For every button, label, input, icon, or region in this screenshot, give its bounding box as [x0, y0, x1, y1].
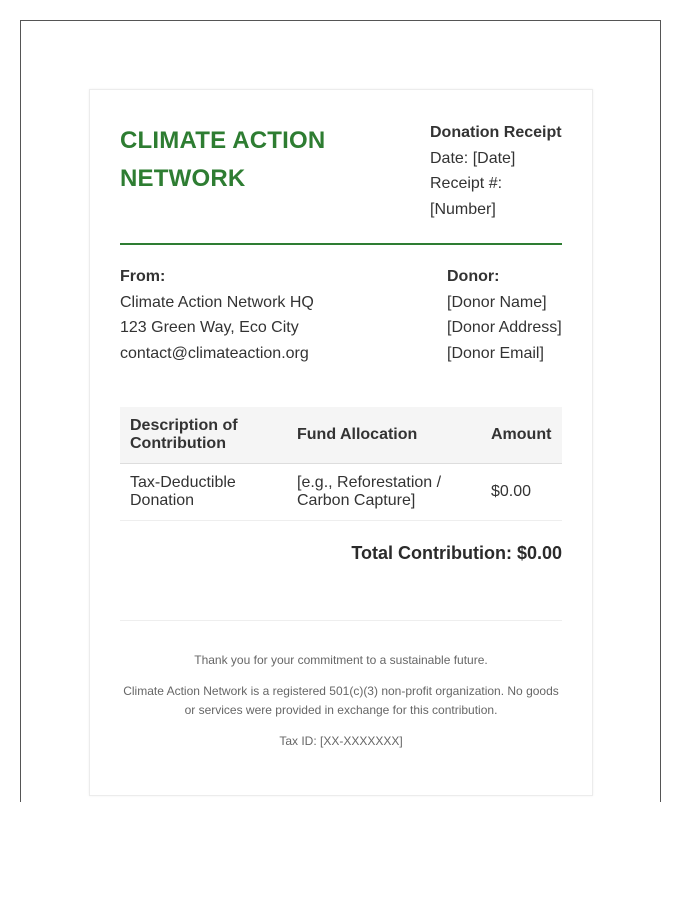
header-description-line2: Contribution: [130, 434, 226, 452]
donor-name: [Donor Name]: [447, 293, 547, 311]
total-contribution: Total Contribution: $0.00: [351, 543, 562, 563]
parties-section: [120, 264, 562, 364]
donor-block: [447, 264, 562, 366]
donor-email: [Donor Email]: [447, 344, 544, 362]
receipt-header: [120, 120, 562, 245]
receipt-date: Date: [Date]: [430, 149, 516, 167]
from-name: Climate Action Network HQ: [120, 293, 314, 311]
row-description-line2: Donation: [130, 491, 195, 509]
receipt-card: [89, 89, 593, 796]
donor-address: [Donor Address]: [447, 319, 562, 336]
receipt-meta: [430, 120, 570, 222]
footer-divider: [120, 620, 562, 621]
from-address: 123 Green Way, Eco City: [120, 319, 299, 336]
row-description: [120, 463, 287, 520]
from-title: From:: [120, 268, 166, 285]
donor-title: Donor:: [447, 268, 500, 285]
contribution-table: [120, 407, 562, 521]
row-fund-allocation: [287, 463, 481, 520]
from-block: [120, 264, 314, 366]
row-amount: $0.00: [481, 463, 562, 520]
footer-tax-id: Tax ID: [XX-XXXXXXX]: [279, 733, 403, 748]
header-amount: Amount: [481, 407, 562, 463]
receipt-number-label: Receipt #:: [430, 175, 503, 192]
header-fund-allocation: Fund Allocation: [287, 407, 481, 463]
table-row: [120, 463, 562, 520]
receipt-title: Donation Receipt: [430, 124, 562, 141]
row-description-line1: Tax-Deductible: [130, 473, 236, 491]
from-email: contact@climateaction.org: [120, 344, 309, 362]
receipt-number-value: [Number]: [430, 200, 496, 218]
footer-thanks: Thank you for your commitment to a sustainable future.: [194, 653, 488, 667]
row-fund-line1: [e.g., Reforestation /: [297, 473, 442, 491]
organization-name: [120, 122, 360, 198]
organization-name-line2: NETWORK: [120, 165, 246, 192]
table-header-row: [120, 407, 562, 463]
row-fund-line2: Carbon Capture]: [297, 491, 416, 509]
receipt-footer: [120, 651, 562, 762]
table-header: [120, 407, 562, 463]
header-description-line1: Description of: [130, 416, 238, 434]
footer-disclaimer-line1: Climate Action Network is a registered 501(c)(3) non-profit organization. No goods: [123, 683, 559, 698]
receipt-content: [120, 90, 562, 795]
table-body: [120, 463, 562, 520]
footer-disclaimer-line2: or services were provided in exchange for this contribution.: [184, 703, 498, 717]
footer-disclaimer: [120, 682, 562, 721]
header-description: [120, 407, 287, 463]
organization-name-line1: CLIMATE ACTION: [120, 127, 326, 154]
